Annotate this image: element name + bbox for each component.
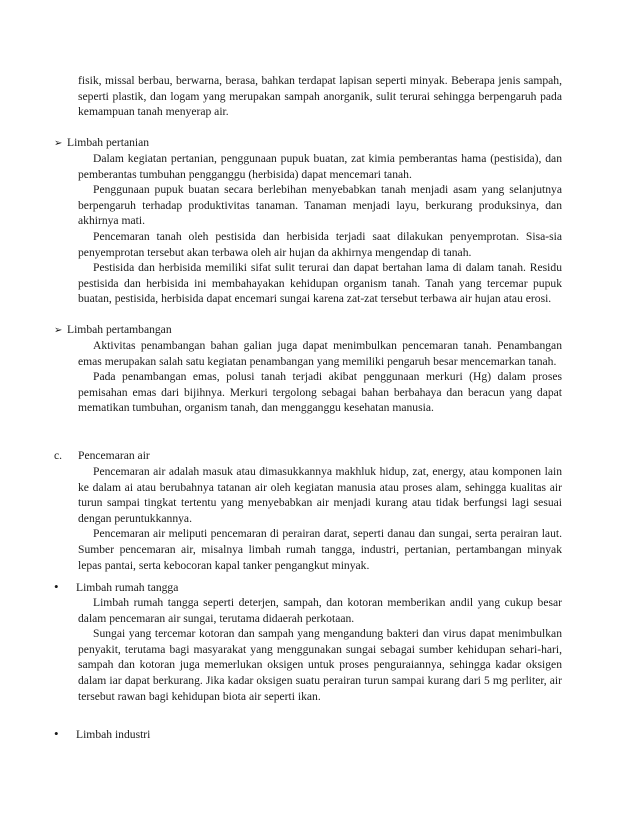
section-heading-rumah-tangga bbox=[54, 579, 564, 596]
rumah-tangga-body bbox=[78, 595, 562, 704]
heading-text: Limbah industri bbox=[76, 728, 151, 741]
pertanian-body bbox=[78, 151, 562, 307]
intro-paragraph-block bbox=[78, 73, 562, 120]
pertambangan-body bbox=[78, 338, 562, 416]
air-body bbox=[78, 464, 562, 573]
paragraph: Sungai yang tercemar kotoran dan sampah yang mengandung bakteri dan virus dapat menimbulkan penyakit, terutama bagi masyarakat yang menggunakan sungai sebagai sumber kehidupan sehari-hari, sampah dan kotoran juga memerlukan oksigen untuk proses penguraiannya, sehingga kadar oksigen dalam iar dapat berkurang. Jika kadar oksigen suatu perairan turun sampai kurang dari 5 mg perliter, air tersebut rawan bagi kehidupan biota air seperti ikan. bbox=[78, 627, 562, 703]
paragraph: Pestisida dan herbisida memiliki sifat sulit terurai dan dapat bertahan lama di dalam tanah. Residu pestisida dan herbisida ini membahayakan kehidupan organism tanah. Tanah yang tercemar pupuk buatan, pestisida, herbisida dapat encemari sungai karena zat-zat tersebut terbawa air hujan atau erosi. bbox=[78, 261, 562, 306]
paragraph: Aktivitas penambangan bahan galian juga dapat menimbulkan pencemaran tanah. Penambangan emas merupakan salah satu kegiatan penambangan yang memiliki pengaruh besar mencemarkan tanah. bbox=[78, 339, 562, 368]
arrow-bullet-icon: ➢ bbox=[54, 138, 63, 149]
heading-text: Pencemaran air bbox=[78, 449, 150, 462]
heading-text: Limbah rumah tangga bbox=[76, 581, 179, 594]
arrow-bullet-icon: ➢ bbox=[54, 325, 63, 336]
heading-text: Limbah pertanian bbox=[67, 136, 150, 149]
paragraph: Pencemaran tanah oleh pestisida dan herbisida terjadi saat dilakukan penyemprotan. Sisa-sia penyemprotan tersebut akan terbawa oleh air hujan da akhirnya mengendap di tanah. bbox=[78, 229, 562, 259]
paragraph: Pencemaran air meliputi pencemaran di perairan darat, seperti danau dan sungai, serta perairan laut. Sumber pencemaran air, misalnya limbah rumah tangga, industri, pertanian, pertambangan minyak lepas pantai, serta kebocoran kapal tanker pengangkut minyak. bbox=[78, 527, 562, 572]
section-heading-pertanian bbox=[54, 135, 564, 152]
paragraph: fisik, missal berbau, berwarna, berasa, bahkan terdapat lapisan seperti minyak. Beberapa jenis sampah, seperti plastik, dan logam yang merupakan sampah anorganik, sulit terurai sehingga berpengaruh pada kemampuan tanah menyerap air. bbox=[78, 74, 562, 119]
heading-text: Limbah pertambangan bbox=[67, 323, 172, 336]
paragraph: Pada penambangan emas, polusi tanah terjadi akibat penggunaan merkuri (Hg) dalam proses pemisahan emas dari bijihnya. Merkuri tergolong sebagai bahan berbahaya dan beracun yang dapat mematikan tumbuhan, organism tanah, dan mengganggu kesehatan manusia. bbox=[78, 370, 562, 415]
paragraph: Penggunaan pupuk buatan secara berlebihan menyebabkan tanah menjadi asam yang selanjutnya berpengaruh terhadap produktivitas tanaman. Tanaman menjadi layu, berkurang produksinya, dan akhirnya mati. bbox=[78, 183, 562, 228]
section-heading-industri bbox=[54, 726, 564, 743]
paragraph: Pencemaran air adalah masuk atau dimasukkannya makhluk hidup, zat, energy, atau komponen lain ke dalam ai atau berubahnya tatanan air oleh kegiatan manusia atau proses alam, sehingga kualitas air turun sampai tingkat tertentu yang menyebabkan air menjadi kurang atau tidak berfungsi lagi sesuai dengan peruntukkannya. bbox=[78, 465, 562, 525]
section-heading-pertambangan bbox=[54, 322, 564, 339]
bullet-icon: • bbox=[54, 579, 59, 594]
bullet-icon: • bbox=[54, 726, 59, 741]
list-marker: c. bbox=[54, 449, 63, 462]
paragraph: Limbah rumah tangga seperti deterjen, sampah, dan kotoran memberikan andil yang cukup besar dalam pencemaran air sungai, terutama didaerah perkotaan. bbox=[78, 596, 562, 625]
paragraph: Dalam kegiatan pertanian, penggunaan pupuk buatan, zat kimia pemberantas hama (pestisida), dan pemberantas tumbuhan pengganggu (herbisida) dapat mencemari tanah. bbox=[78, 152, 562, 181]
section-heading-air bbox=[54, 448, 564, 464]
